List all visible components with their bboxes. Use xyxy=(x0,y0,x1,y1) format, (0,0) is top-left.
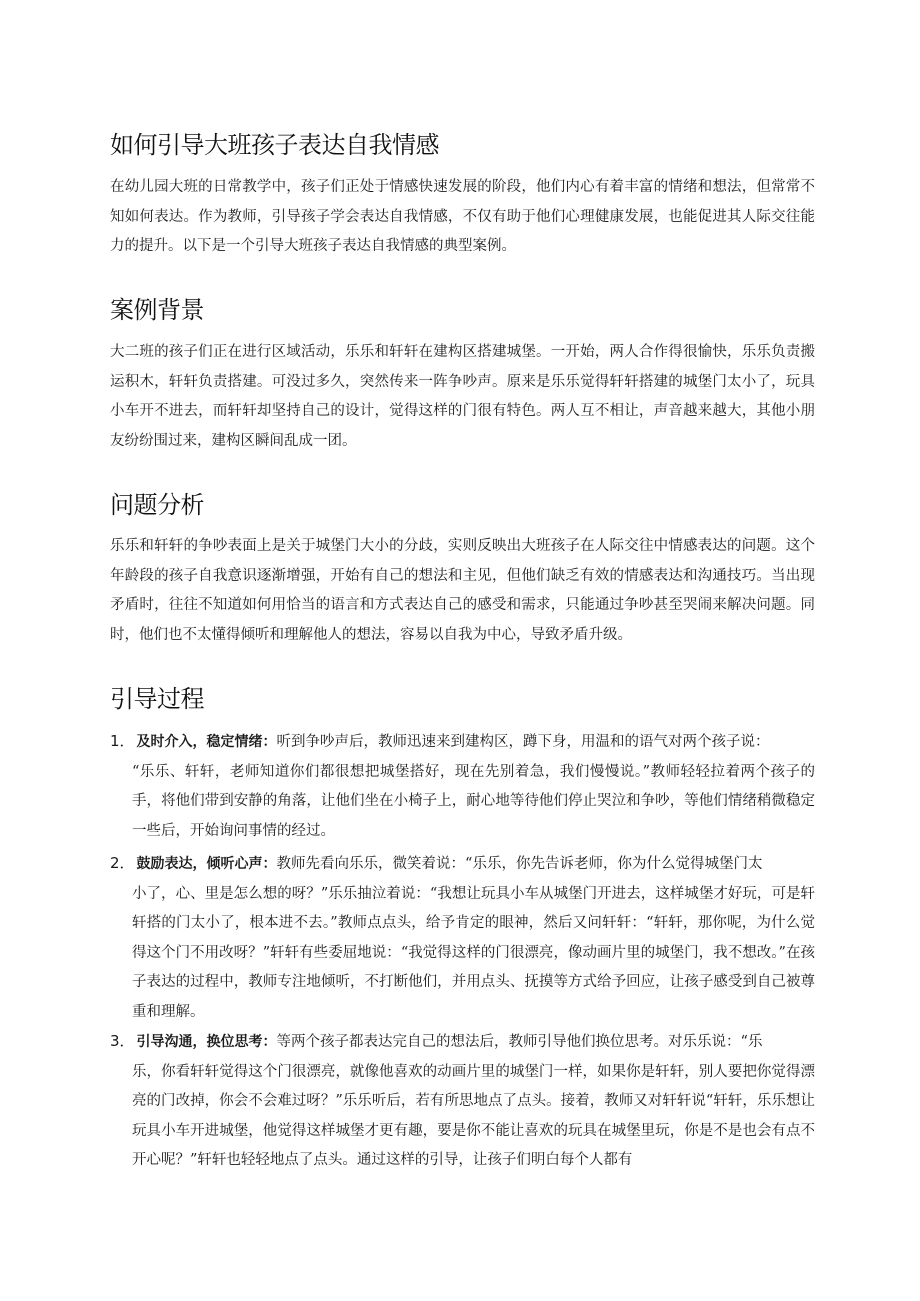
step-1-body: “乐乐、轩轩，老师知道你们都很想把城堡搭好，现在先别着急，我们慢慢说。”教师轻轻拉着两个孩子的手，将他们带到安静的角落，让他们坐在小椅子上，耐心地等待他们停止哭泣和争吵，等他们情绪稍微稳定一些后，开始询问事情的经过。 xyxy=(132,763,815,839)
step-3-first-text: 等两个孩子都表达完自己的想法后，教师引导他们换位思考。对乐乐说：“乐 xyxy=(276,1034,763,1050)
section-heading-process: 引导过程 xyxy=(110,685,204,713)
step-2-lead: 鼓励表达，倾听心声： xyxy=(136,856,277,872)
step-3-number: 3． xyxy=(110,1032,135,1050)
step-2-body: 小了，心、里是怎么想的呀？”乐乐抽泣着说：“我想让玩具小车从城堡门开进去，这样城堡才好玩，可是轩轩搭的门太小了，根本进不去。”教师点点头，给予肯定的眼神，然后又问轩轩：“轩轩，那你呢，为什么觉得这个门不用改呀？”轩轩有些委屈地说：“我觉得这样的门很漂亮，像动画片里的城堡门，我不想改。”在孩子表达的过程中，教师专注地倾听，不打断他们，并用点头、抚摸等方式给予回应，让孩子感受到自己被尊重和理解。 xyxy=(132,885,815,1020)
step-2-first-text: 教师先看向乐乐，微笑着说：“乐乐，你先告诉老师，你为什么觉得城堡门太 xyxy=(276,856,763,872)
step-3-lead: 引导沟通，换位思考： xyxy=(136,1034,277,1050)
step-3-body: 乐，你看轩轩觉得这个门很漂亮，就像他喜欢的动画片里的城堡门一样，如果你是轩轩，别人要把你觉得漂亮的门改掉，你会不会难过呀？”乐乐听后，若有所思地点了点头。接着，教师又对轩轩说“轩轩，乐乐想让玩具小车开进城堡，他觉得这样城堡才更有趣，要是你不能让喜欢的玩具在城堡里玩，你是不是也会有点不开心呢？”轩轩也轻轻地点了点头。通过这样的引导，让孩子们明白每个人都有 xyxy=(132,1063,815,1168)
step-1-number: 1． xyxy=(110,732,135,750)
section-heading-analysis: 问题分析 xyxy=(110,491,204,519)
analysis-paragraph: 乐乐和轩轩的争吵表面上是关于城堡门大小的分歧，实则反映出大班孩子在人际交往中情感表达的问题。这个年龄段的孩子自我意识逐渐增强，开始有自己的想法和主见，但他们缺乏有效的情感表达和沟通技巧。当出现矛盾时，往往不知道如何用恰当的语言和方式表达自己的感受和需求，只能通过争吵甚至哭闹来解决问题。同时，他们也不太懂得倾听和理解他人的想法，容易以自我为中心，导致矛盾升级。 xyxy=(110,538,815,643)
background-paragraph: 大二班的孩子们正在进行区域活动，乐乐和轩轩在建构区搭建城堡。一开始，两人合作得很愉快，乐乐负责搬运积木，轩轩负责搭建。可没过多久，突然传来一阵争吵声。原来是乐乐觉得轩轩搭建的城堡门太小了，玩具小车开不进去，而轩轩却坚持自己的设计，觉得这样的门很有特色。两人互不相让，声音越来越大，其他小朋友纷纷围过来，建构区瞬间乱成一团。 xyxy=(110,344,815,449)
section-heading-background: 案例背景 xyxy=(110,296,204,324)
intro-paragraph: 在幼儿园大班的日常教学中，孩子们正处于情感快速发展的阶段，他们内心有着丰富的情绪和想法，但常常不知如何表达。作为教师，引导孩子学会表达自我情感，不仅有助于他们心理健康发展，也能促进其人际交往能力的提升。以下是一个引导大班孩子表达自我情感的典型案例。 xyxy=(110,179,815,254)
step-3-first-line xyxy=(110,1027,815,1058)
step-2-first-line xyxy=(110,849,815,880)
step-1-first-text: 听到争吵声后，教师迅速来到建构区，蹲下身，用温和的语气对两个孩子说： xyxy=(276,734,770,750)
step-2-number: 2． xyxy=(110,854,135,872)
process-step-1 xyxy=(110,727,815,846)
process-step-2 xyxy=(110,849,815,1027)
step-1-lead: 及时介入，稳定情绪： xyxy=(136,734,277,750)
step-1-first-line xyxy=(110,727,815,758)
process-step-3 xyxy=(110,1027,815,1176)
page-title: 如何引导大班孩子表达自我情感 xyxy=(110,131,439,159)
